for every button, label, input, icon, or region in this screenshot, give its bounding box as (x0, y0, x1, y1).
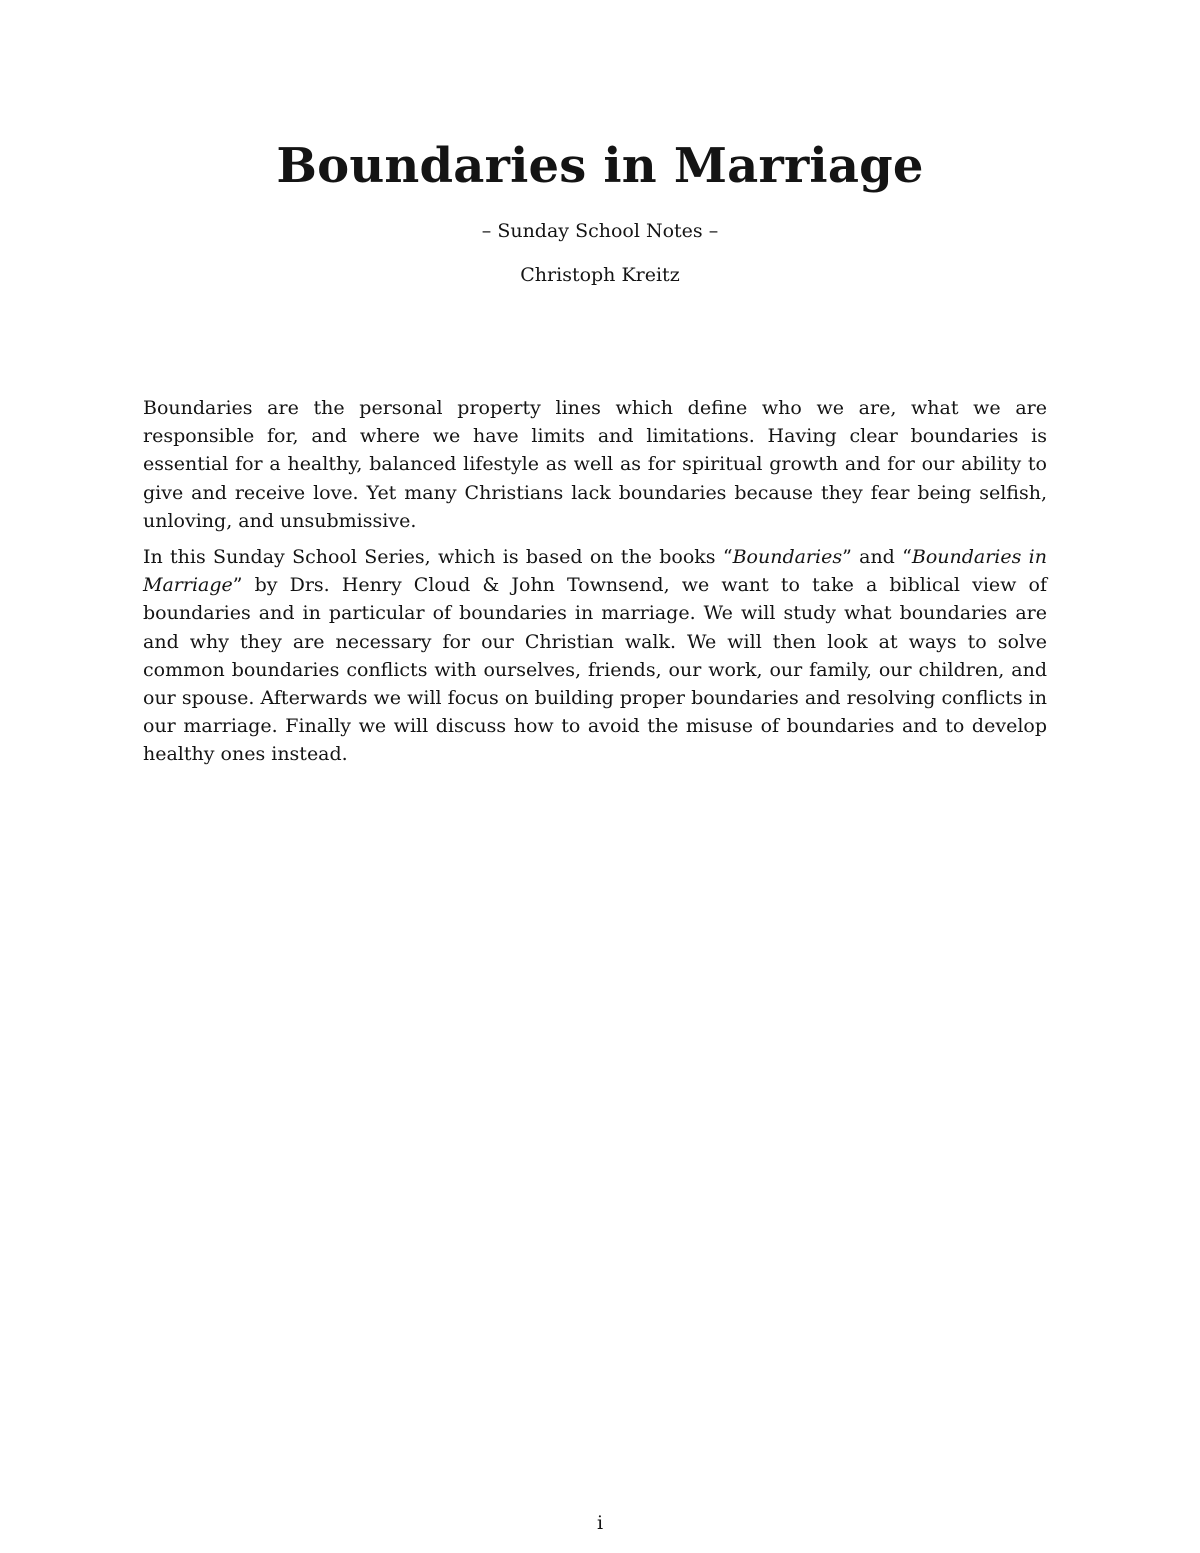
paragraph-intro: Boundaries are the personal property lines which define who we are, what we are responsible for, and where we have limits and limitations. Having clear boundaries is essential for a healthy, balanced lifestyle as well as for spiritual growth and for our ability to give and receive love. Yet many Christians lack boundaries because they fear being selfish, unloving, and unsubmissive. (143, 397, 1047, 532)
page-number: i (596, 1512, 604, 1534)
document-author: Christoph Kreitz (520, 264, 680, 286)
paragraph-series-part1: In this Sunday School Series, which is based on the books “ (143, 546, 733, 569)
document-body (143, 394, 1047, 777)
document-subtitle: – Sunday School Notes – (481, 220, 719, 242)
book-title-boundaries-in-marriage: Boundaries in Marriage (143, 546, 1047, 597)
book-title-boundaries: Boundaries (732, 546, 843, 569)
paragraph-series (143, 543, 1047, 769)
paragraph-series-part2: ” and “ (842, 546, 912, 569)
document-title: Boundaries in Marriage (276, 138, 924, 194)
paragraph-series-part3: ” by Drs. Henry Cloud & John Townsend, we want to take a biblical view of boundaries and in particular of boundaries in marriage. We will study what boundaries are and why they are necessary for our Christian walk. We will then look at ways to solve common boundaries conflicts with ourselves, friends, our work, our family, our children, and our spouse. Afterwards we will focus on building proper boundaries and resolving conflicts in our marriage. Finally we will discuss how to avoid the misuse of boundaries and to develop healthy ones instead. (143, 574, 1047, 766)
